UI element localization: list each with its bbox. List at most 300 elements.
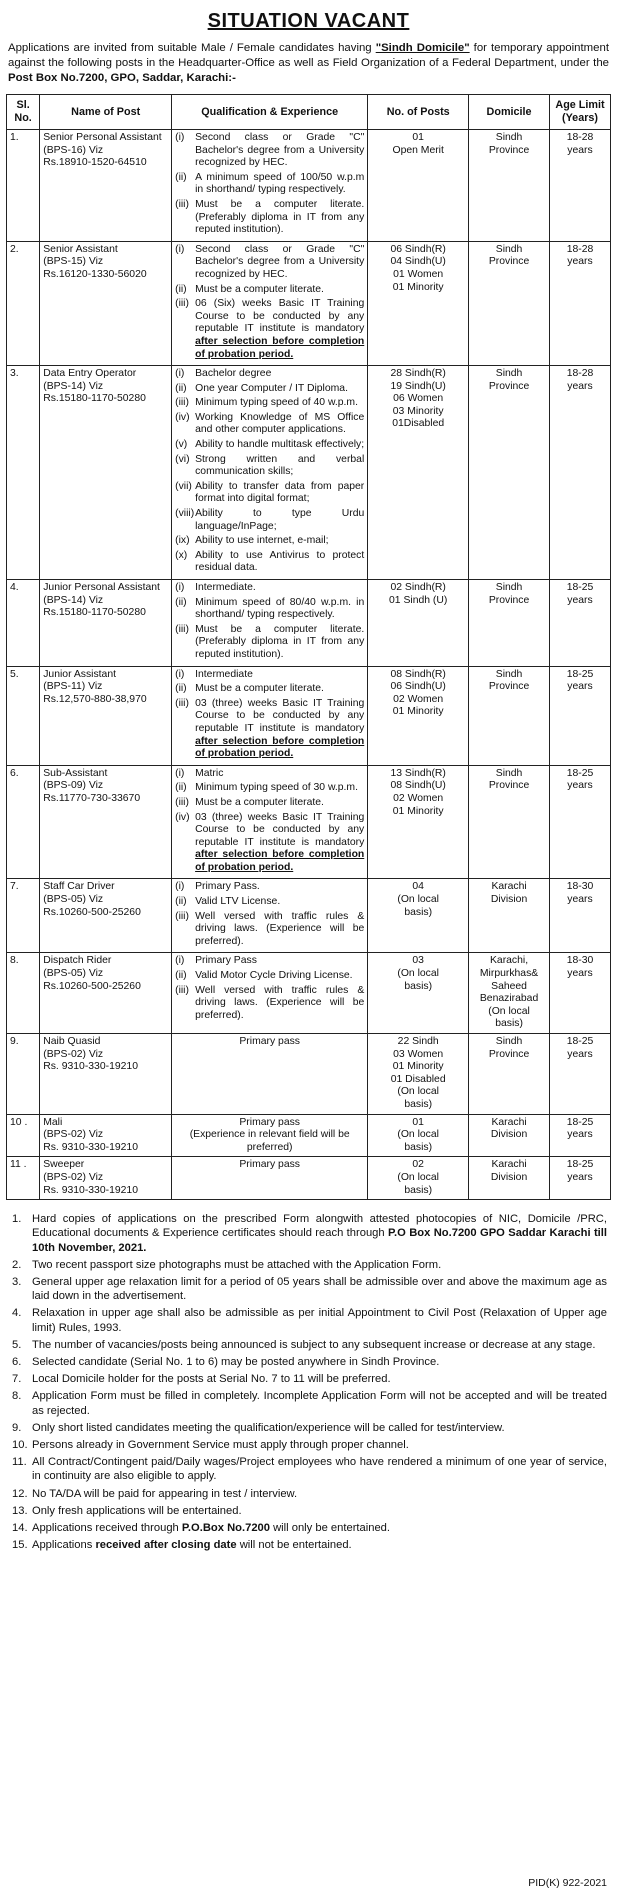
- qualification-number: (i): [175, 767, 185, 779]
- row-post-name: [40, 130, 172, 242]
- note-text: Selected candidate (Serial No. 1 to 6) may be posted anywhere in Sindh Province.: [32, 1355, 440, 1368]
- post-line: Junior Assistant: [43, 668, 117, 680]
- qualification-text: [195, 812, 364, 875]
- row-age-limit-line: years: [567, 894, 593, 906]
- row-age-limit-line: 18-28: [566, 368, 594, 380]
- row-age-limit-line: 18-28: [566, 132, 594, 143]
- post-line: Rs.10260-500-25260: [43, 906, 141, 918]
- qualification-item: [175, 481, 364, 506]
- post-line: Rs. 9310-330-19210: [43, 1061, 138, 1073]
- table-row: [7, 879, 611, 953]
- post-line: Rs.15180-1170-50280: [43, 393, 146, 405]
- qualification-number: (ii): [175, 382, 187, 394]
- row-age-limit-line: 18-25: [566, 767, 594, 779]
- qualification-text-part: Must be a computer literate.(Preferably diploma in IT from any reputed institution).: [195, 198, 365, 236]
- qualification-text: [195, 550, 364, 575]
- row-no-of-posts-line: 01 Sindh (U): [389, 594, 448, 606]
- qualification-text: [195, 896, 364, 909]
- note-number: 8.: [12, 1390, 22, 1403]
- qualification-item: [175, 508, 364, 533]
- row-age-limit-line: 18-25: [566, 668, 594, 680]
- row-domicile: [469, 366, 550, 580]
- qualification-text-part: Valid LTV License.: [195, 896, 281, 908]
- header-sl: Sl. No.: [7, 95, 40, 130]
- note-text: All Contract/Contingent paid/Daily wages/Project employees who have rendered a minimum of one year of service, in continuity are also eligible to apply.: [32, 1456, 607, 1483]
- note-number: 3.: [12, 1275, 22, 1288]
- note-text: Application Form must be filled in completely. Incomplete Application Form will not be accepted and will be treated as rejected.: [32, 1390, 607, 1417]
- note-text: The number of vacancies/posts being announced is subject to any subsequent increase or decrease at any stage.: [32, 1338, 596, 1351]
- qualification-number: (ii): [175, 896, 187, 908]
- row-no-of-posts-line: basis): [404, 980, 433, 992]
- row-no-of-posts-line: 01Disabled: [392, 418, 445, 430]
- row-domicile-line: Karachi,: [489, 955, 529, 967]
- row-age-limit: [550, 953, 611, 1034]
- qualification-item: [175, 298, 364, 361]
- row-age-limit: [550, 765, 611, 879]
- qualification-text-part: Working Knowledge of MS Office and other computer applications.: [195, 411, 365, 436]
- table-row: [7, 241, 611, 365]
- qualification-item: [175, 550, 364, 575]
- row-no-of-posts-line: 02 Sindh(R): [390, 582, 446, 593]
- row-domicile-line: Sindh: [495, 1036, 523, 1047]
- qualification-text-part: Well versed with traffic rules & driving laws. (Experience will be preferred).: [195, 910, 365, 947]
- row-qualification: [172, 666, 368, 765]
- qualification-number: (iii): [175, 298, 189, 310]
- qualification-item: [175, 454, 364, 479]
- row-age-limit: [550, 666, 611, 765]
- post-line: Dispatch Rider: [43, 955, 112, 967]
- qualification-number: (x): [175, 549, 188, 561]
- note-item: [10, 1338, 607, 1352]
- row-no-of-posts: [368, 953, 469, 1034]
- row-serial: 6.: [7, 765, 40, 879]
- row-no-of-posts-line: 01: [412, 132, 424, 143]
- row-domicile-line: Province: [488, 780, 530, 792]
- row-post-name: [40, 241, 172, 365]
- row-no-of-posts-line: basis): [404, 1098, 433, 1110]
- post-line: Senior Personal Assistant: [43, 132, 162, 143]
- row-serial: 1.: [7, 130, 40, 242]
- row-no-of-posts-line: 22 Sindh: [397, 1036, 439, 1047]
- qualification-text-part: Primary Pass.: [195, 881, 260, 893]
- qualification-number: (i): [175, 881, 185, 893]
- row-age-limit-line: years: [567, 144, 593, 156]
- qualification-text-part: Primary Pass: [195, 955, 257, 967]
- qualification-number: (i): [175, 582, 185, 593]
- qualification-emphasis: after selection before completion of probation period.: [195, 735, 365, 760]
- row-no-of-posts-line: 28 Sindh(R): [390, 368, 446, 380]
- qualification-item: [175, 669, 364, 682]
- qualification-number: (iii): [175, 697, 189, 709]
- row-qualification: [172, 1034, 368, 1115]
- qualification-text-part: Must be a computer literate.: [195, 283, 324, 295]
- header-post: Name of Post: [40, 95, 172, 130]
- qualification-item: [175, 985, 364, 1023]
- row-serial: 2.: [7, 241, 40, 365]
- qualification-number: (iv): [175, 411, 190, 423]
- row-qualification: [172, 130, 368, 242]
- table-header-row: [7, 95, 611, 130]
- post-line: (BPS-16) Viz: [43, 144, 104, 156]
- row-no-of-posts-line: 03: [412, 955, 424, 967]
- row-no-of-posts-line: (On local: [397, 968, 439, 980]
- row-age-limit-line: years: [567, 380, 593, 392]
- row-no-of-posts: [368, 879, 469, 953]
- qualification-item: [175, 782, 364, 795]
- qualification-number: (viii): [175, 508, 195, 520]
- row-no-of-posts-line: 06 Sindh(R): [390, 243, 446, 255]
- note-item: [10, 1258, 607, 1272]
- qualification-text: [195, 284, 364, 297]
- qualification-list: [175, 669, 364, 761]
- qualification-text: [195, 368, 364, 381]
- row-age-limit: [550, 1034, 611, 1115]
- row-domicile-line: Sindh: [495, 368, 523, 380]
- qualification-number: (v): [175, 439, 188, 451]
- row-no-of-posts-line: 13 Sindh(R): [390, 767, 446, 779]
- qualification-number: (ii): [175, 283, 187, 295]
- qualification-item: [175, 582, 364, 595]
- row-no-of-posts: [368, 765, 469, 879]
- qualification-text: [195, 535, 364, 548]
- row-post-name: [40, 580, 172, 667]
- note-number: 13.: [12, 1504, 28, 1517]
- qualification-text-part: Ability to transfer data from paper format into digital format;: [195, 480, 365, 505]
- qualification-text-part: Must be a computer literate.: [195, 683, 324, 695]
- post-line: Senior Assistant: [43, 243, 118, 255]
- note-number: 12.: [12, 1487, 28, 1500]
- qualification-text: [195, 439, 364, 452]
- row-no-of-posts-line: 01 Minority: [392, 805, 444, 817]
- row-serial: 11 .: [7, 1157, 40, 1200]
- post-line: Rs.11770-730-33670: [43, 792, 141, 804]
- qualification-list: [175, 368, 364, 575]
- post-line: Mali: [43, 1116, 63, 1128]
- note-item: [10, 1421, 607, 1435]
- row-domicile-line: Province: [488, 1048, 530, 1060]
- qualification-item: [175, 244, 364, 282]
- page-title: SITUATION VACANT: [207, 10, 410, 32]
- qualification-emphasis: after selection before completion of probation period.: [195, 335, 365, 360]
- qualification-item: [175, 172, 364, 197]
- row-age-limit: [550, 1114, 611, 1157]
- qualification-line: Primary pass: [239, 1036, 300, 1047]
- qualification-list: [175, 881, 364, 948]
- qualification-item: [175, 955, 364, 968]
- qualification-text-part: Minimum typing speed of 40 w.p.m.: [195, 397, 358, 409]
- row-no-of-posts-line: 01 Disabled: [390, 1073, 446, 1085]
- row-post-name: [40, 1157, 172, 1200]
- qualification-text-part: Strong written and verbal communication skills;: [195, 453, 365, 478]
- row-domicile-line: Province: [488, 144, 530, 156]
- note-number: 4.: [12, 1307, 22, 1320]
- row-age-limit-line: 18-30: [566, 881, 594, 893]
- qualification-number: (iii): [175, 910, 189, 922]
- row-no-of-posts: [368, 666, 469, 765]
- row-domicile: [469, 580, 550, 667]
- qualification-item: [175, 439, 364, 452]
- qualification-text-part: Ability to type Urdu language/InPage;: [195, 508, 365, 532]
- row-domicile-line: Division: [490, 894, 528, 906]
- row-no-of-posts-line: 08 Sindh(R): [390, 668, 446, 680]
- qualification-text-part: Second class or Grade "C" Bachelor's degree from a University recognized by HEC.: [195, 243, 365, 280]
- qualification-item: [175, 412, 364, 437]
- intro-text: Applications are invited from suitable Male / Female candidates having: [8, 42, 376, 54]
- qualification-number: (i): [175, 132, 185, 143]
- row-domicile-line: Sindh: [495, 668, 523, 680]
- row-post-name: [40, 879, 172, 953]
- qualification-number: (ii): [175, 970, 187, 982]
- table-row: [7, 666, 611, 765]
- post-line: (BPS-02) Viz: [43, 1171, 104, 1183]
- row-age-limit-line: 18-25: [566, 582, 594, 593]
- qualification-text: [195, 683, 364, 696]
- qualification-text: [195, 508, 364, 533]
- row-age-limit-line: years: [567, 968, 593, 980]
- qualification-text-part: Minimum speed of 80/40 w.p.m. in shorthand/ typing respectively.: [195, 596, 365, 621]
- qualification-item: [175, 768, 364, 781]
- row-domicile: [469, 1157, 550, 1200]
- note-text: Local Domicile holder for the posts at Serial No. 7 to 11 will be preferred.: [32, 1373, 391, 1386]
- post-line: Rs. 9310-330-19210: [43, 1184, 138, 1196]
- row-domicile-line: (On local: [488, 1005, 530, 1017]
- post-line: (BPS-09) Viz: [43, 780, 104, 792]
- qualification-number: (iv): [175, 811, 190, 823]
- qualification-text-part: One year Computer / IT Diploma.: [195, 382, 348, 394]
- qualification-item: [175, 624, 364, 662]
- row-domicile-line: Karachi: [491, 881, 527, 893]
- note-item: [10, 1438, 607, 1452]
- note-item: [10, 1487, 607, 1501]
- row-no-of-posts-line: 06 Sindh(U): [390, 681, 446, 693]
- row-no-of-posts: [368, 130, 469, 242]
- row-post-name: [40, 666, 172, 765]
- table-row: [7, 1034, 611, 1115]
- qualification-number: (ii): [175, 683, 187, 695]
- qualification-text: [195, 911, 364, 949]
- qualification-number: (iii): [175, 397, 189, 409]
- note-item: [10, 1389, 607, 1417]
- note-emphasis: P.O Box No.7200 GPO Saddar Karachi till 10th November, 2021.: [32, 1227, 608, 1254]
- qualification-text: [195, 298, 364, 361]
- qualification-text-part: Intermediate: [195, 668, 253, 680]
- note-text: Hard copies of applications on the prescribed Form alongwith attested photocopies of NIC, Domicile /PRC, Educational documents & Experience certificates should reach through: [32, 1213, 607, 1240]
- post-line: (BPS-14) Viz: [43, 380, 104, 392]
- row-domicile-line: Saheed: [491, 980, 527, 992]
- row-no-of-posts: [368, 241, 469, 365]
- intro-postbox: Post Box No.7200, GPO, Saddar, Karachi:-: [8, 72, 236, 84]
- qualification-number: (i): [175, 243, 185, 255]
- row-age-limit-line: years: [567, 256, 593, 268]
- row-no-of-posts-line: 01 Minority: [392, 706, 444, 718]
- qualification-item: [175, 397, 364, 410]
- qualification-item: [175, 896, 364, 909]
- row-no-of-posts-line: basis): [404, 1184, 433, 1196]
- qualification-text: [195, 985, 364, 1023]
- qualification-text: [195, 768, 364, 781]
- table-row: [7, 1114, 611, 1157]
- row-domicile-line: Province: [488, 380, 530, 392]
- row-domicile-line: Division: [490, 1171, 528, 1183]
- row-no-of-posts: [368, 1157, 469, 1200]
- qualification-item: [175, 199, 364, 237]
- row-post-name: [40, 366, 172, 580]
- row-no-of-posts-line: 04: [412, 881, 424, 893]
- row-domicile-line: Division: [490, 1129, 528, 1141]
- qualification-text: [195, 132, 364, 170]
- note-number: 14.: [12, 1521, 28, 1534]
- qualification-number: (iii): [175, 198, 189, 210]
- note-number: 10.: [12, 1438, 28, 1451]
- qualification-number: (iii): [175, 984, 189, 996]
- qualification-line: Primary pass: [239, 1116, 300, 1128]
- post-line: (BPS-15) Viz: [43, 256, 104, 268]
- qualification-text: [195, 669, 364, 682]
- qualification-item: [175, 812, 364, 875]
- qualification-number: (i): [175, 368, 185, 380]
- row-serial: 10 .: [7, 1114, 40, 1157]
- qualification-text: [195, 481, 364, 506]
- qualification-text: [195, 244, 364, 282]
- header-no-of-posts: No. of Posts: [368, 95, 469, 130]
- note-text: Only short listed candidates meeting the qualification/experience will be called for test/interview.: [32, 1421, 505, 1434]
- row-no-of-posts: [368, 580, 469, 667]
- table-row: [7, 953, 611, 1034]
- qualification-text: [195, 698, 364, 761]
- row-no-of-posts: [368, 1114, 469, 1157]
- intro-text-2: for temporary appointment against the following posts in the Headquarter-Office as well as Field Organization of a Federal Department, under the: [8, 42, 609, 69]
- row-no-of-posts-line: 01 Minority: [392, 1061, 444, 1073]
- row-serial: 9.: [7, 1034, 40, 1115]
- qualification-emphasis: after selection before completion of probation period.: [195, 849, 365, 873]
- row-age-limit: [550, 1157, 611, 1200]
- qualification-item: [175, 132, 364, 170]
- row-qualification: [172, 366, 368, 580]
- note-item: [10, 1306, 607, 1334]
- qualification-text-part: Ability to use Antivirus to protect residual data.: [195, 549, 365, 574]
- row-age-limit-line: years: [567, 780, 593, 792]
- row-no-of-posts-line: 01 Women: [393, 268, 444, 280]
- note-emphasis: received after closing date: [95, 1539, 237, 1552]
- row-no-of-posts: [368, 1034, 469, 1115]
- row-post-name: [40, 765, 172, 879]
- row-domicile-line: Karachi: [491, 1159, 527, 1171]
- row-no-of-posts-line: 02 Women: [393, 693, 444, 705]
- row-domicile-line: Province: [488, 256, 530, 268]
- qualification-text-part: Matric: [195, 767, 224, 779]
- note-number: 1.: [12, 1213, 22, 1226]
- note-text: Persons already in Government Service must apply through proper channel.: [32, 1438, 409, 1451]
- note-item: [10, 1521, 607, 1535]
- post-line: Rs.15180-1170-50280: [43, 607, 146, 619]
- pid-number: PID(K) 922-2021: [528, 1877, 607, 1889]
- note-text: Applications: [32, 1539, 96, 1552]
- qualification-item: [175, 970, 364, 983]
- table-row: [7, 1157, 611, 1200]
- row-serial: 5.: [7, 666, 40, 765]
- qualification-item: [175, 797, 364, 810]
- qualification-item: [175, 683, 364, 696]
- qualification-text-part: A minimum speed of 100/50 w.p.m in shorthand/ typing respectively.: [195, 171, 365, 196]
- row-no-of-posts-line: 08 Sindh(U): [390, 780, 446, 792]
- qualification-number: (iii): [175, 623, 189, 635]
- row-age-limit-line: 18-30: [566, 955, 594, 967]
- qualification-item: [175, 383, 364, 396]
- post-line: Rs.18910-1520-64510: [43, 157, 147, 169]
- post-line: Rs. 9310-330-19210: [43, 1141, 138, 1153]
- post-line: Rs.10260-500-25260: [43, 980, 141, 992]
- row-age-limit: [550, 879, 611, 953]
- row-age-limit-line: years: [567, 1129, 593, 1141]
- note-item: [10, 1275, 607, 1303]
- post-line: Staff Car Driver: [43, 881, 115, 893]
- post-line: Sub-Assistant: [43, 767, 108, 779]
- row-age-limit: [550, 130, 611, 242]
- note-item: [10, 1372, 607, 1386]
- qualification-text-part: Ability to handle multitask effectively;: [195, 439, 365, 451]
- row-qualification: [172, 879, 368, 953]
- row-qualification: [172, 241, 368, 365]
- row-serial: 3.: [7, 366, 40, 580]
- qualification-number: (ii): [175, 171, 187, 183]
- table-row: [7, 366, 611, 580]
- note-item: [10, 1455, 607, 1483]
- qualification-text: [195, 582, 364, 595]
- row-domicile: [469, 130, 550, 242]
- row-no-of-posts-line: (On local: [397, 894, 439, 906]
- row-no-of-posts-line: 03 Women: [393, 1048, 444, 1060]
- row-no-of-posts-line: 19 Sindh(U): [390, 380, 446, 392]
- note-text-end: will only be entertained.: [269, 1521, 391, 1534]
- note-text: Only fresh applications will be entertained.: [32, 1504, 242, 1517]
- qualification-list: [175, 955, 364, 1022]
- qualification-line: (Experience in relevant field will be preferred): [189, 1129, 350, 1153]
- qualification-text-part: Ability to use internet, e-mail;: [195, 535, 329, 547]
- row-age-limit: [550, 241, 611, 365]
- row-domicile-line: Benazirabad: [479, 993, 539, 1005]
- post-line: (BPS-11) Viz: [43, 681, 103, 693]
- qualification-number: (vii): [175, 480, 192, 492]
- post-line: Naib Quasid: [43, 1036, 101, 1047]
- row-age-limit-line: years: [567, 594, 593, 606]
- post-line: (BPS-05) Viz: [43, 968, 104, 980]
- notes-list: [10, 1212, 607, 1552]
- note-number: 9.: [12, 1421, 22, 1434]
- qualification-text: [195, 412, 364, 437]
- row-post-name: [40, 1114, 172, 1157]
- row-serial: 7.: [7, 879, 40, 953]
- qualification-text-part: 03 (three) weeks Basic IT Training Course to be conducted by any reputable IT institute is mandatory: [195, 697, 365, 734]
- row-post-name: [40, 953, 172, 1034]
- header-qualification: Qualification & Experience: [172, 95, 368, 130]
- row-domicile: [469, 1034, 550, 1115]
- row-serial: 4.: [7, 580, 40, 667]
- row-no-of-posts-line: 02 Women: [393, 792, 444, 804]
- post-line: (BPS-05) Viz: [43, 894, 104, 906]
- row-no-of-posts-line: (On local: [397, 1171, 439, 1183]
- row-qualification: [172, 580, 368, 667]
- header-age-limit: Age Limit (Years): [550, 95, 611, 130]
- note-emphasis: P.O.Box No.7200: [181, 1521, 270, 1534]
- row-age-limit-line: 18-25: [566, 1159, 594, 1171]
- row-age-limit: [550, 580, 611, 667]
- row-age-limit-line: 18-25: [566, 1116, 594, 1128]
- qualification-text-part: Well versed with traffic rules & driving laws. (Experience will be preferred).: [195, 984, 365, 1021]
- row-domicile-line: Karachi: [491, 1116, 527, 1128]
- row-no-of-posts-line: basis): [404, 906, 433, 918]
- qualification-text-part: Intermediate.: [195, 582, 256, 593]
- note-text: Two recent passport size photographs must be attached with the Application Form.: [32, 1258, 442, 1271]
